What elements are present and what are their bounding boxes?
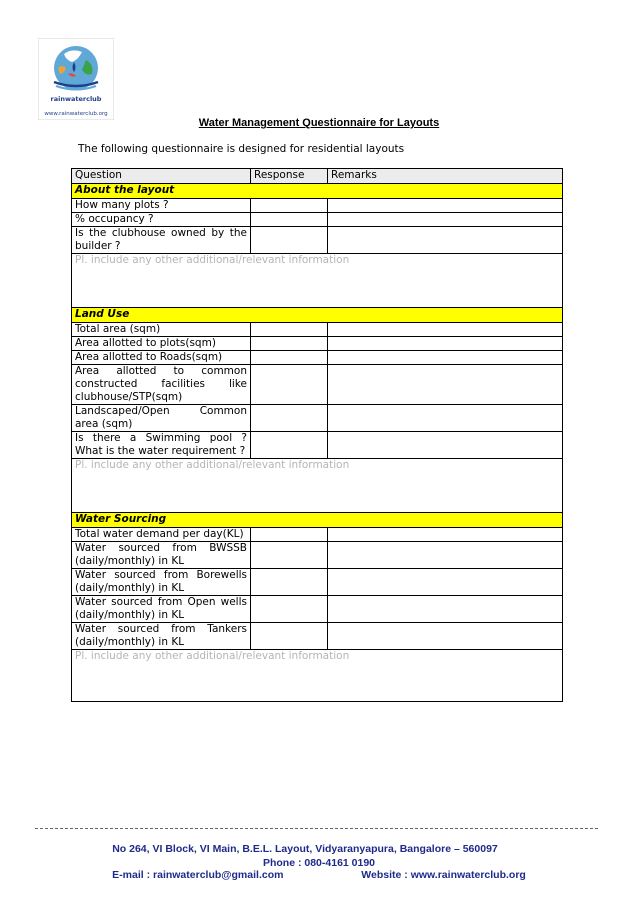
section-title: Land Use xyxy=(72,308,563,323)
question-cell: Area allotted to Roads(sqm) xyxy=(72,351,251,365)
response-cell[interactable] xyxy=(251,199,328,213)
question-cell: Area allotted to common constructed facilities like clubhouse/STP(sqm) xyxy=(72,365,251,405)
remarks-cell[interactable] xyxy=(328,432,563,459)
column-header-remarks: Remarks xyxy=(328,169,563,184)
remarks-cell[interactable] xyxy=(328,542,563,569)
document-title: Water Management Questionnaire for Layouts xyxy=(198,117,440,129)
additional-info-cell[interactable]: Pl. include any other additional/relevant information xyxy=(72,650,563,702)
intro-text: The following questionnaire is designed for residential layouts xyxy=(78,143,405,155)
table-row xyxy=(72,365,563,405)
footer-email[interactable]: E-mail : rainwaterclub@gmail.com xyxy=(112,869,284,881)
rainwaterclub-logo xyxy=(38,38,114,120)
table-row xyxy=(72,542,563,569)
table-row xyxy=(72,623,563,650)
section-header-row xyxy=(72,184,563,199)
table-row xyxy=(72,351,563,365)
column-header-question: Question xyxy=(72,169,251,184)
response-cell[interactable] xyxy=(251,542,328,569)
question-cell: Water sourced from Open wells (daily/monthly) in KL xyxy=(72,596,251,623)
remarks-cell[interactable] xyxy=(328,227,563,254)
remarks-cell[interactable] xyxy=(328,213,563,227)
question-cell: Total water demand per day(KL) xyxy=(72,528,251,542)
response-cell[interactable] xyxy=(251,227,328,254)
remarks-cell[interactable] xyxy=(328,596,563,623)
response-cell[interactable] xyxy=(251,213,328,227)
remarks-cell[interactable] xyxy=(328,351,563,365)
info-row xyxy=(72,254,563,308)
footer-contact xyxy=(0,869,638,881)
table-header-row xyxy=(72,169,563,184)
question-cell: Water sourced from BWSSB (daily/monthly) in KL xyxy=(72,542,251,569)
response-cell[interactable] xyxy=(251,569,328,596)
response-cell[interactable] xyxy=(251,337,328,351)
footer-website[interactable]: Website : www.rainwaterclub.org xyxy=(361,869,526,881)
section-header-row xyxy=(72,513,563,528)
response-cell[interactable] xyxy=(251,323,328,337)
question-cell: Landscaped/Open Common area (sqm) xyxy=(72,405,251,432)
footer-divider xyxy=(35,828,598,829)
question-cell: Is the clubhouse owned by the builder ? xyxy=(72,227,251,254)
remarks-cell[interactable] xyxy=(328,365,563,405)
remarks-cell[interactable] xyxy=(328,569,563,596)
remarks-cell[interactable] xyxy=(328,337,563,351)
question-cell: Water sourced from Borewells (daily/monthly) in KL xyxy=(72,569,251,596)
table-row xyxy=(72,323,563,337)
response-cell[interactable] xyxy=(251,528,328,542)
additional-info-cell[interactable]: Pl. include any other additional/relevant information xyxy=(72,254,563,308)
remarks-cell[interactable] xyxy=(328,323,563,337)
svg-text:www.rainwaterclub.org: www.rainwaterclub.org xyxy=(44,111,108,117)
table-row xyxy=(72,569,563,596)
table-row xyxy=(72,213,563,227)
remarks-cell[interactable] xyxy=(328,199,563,213)
response-cell[interactable] xyxy=(251,596,328,623)
info-row xyxy=(72,459,563,513)
response-cell[interactable] xyxy=(251,365,328,405)
svg-text:rainwaterclub: rainwaterclub xyxy=(50,95,102,103)
question-cell: % occupancy ? xyxy=(72,213,251,227)
remarks-cell[interactable] xyxy=(328,528,563,542)
table-row xyxy=(72,405,563,432)
table-row xyxy=(72,227,563,254)
section-title: About the layout xyxy=(72,184,563,199)
question-cell: Total area (sqm) xyxy=(72,323,251,337)
table-row xyxy=(72,337,563,351)
questionnaire-table xyxy=(71,168,563,702)
question-cell: How many plots ? xyxy=(72,199,251,213)
table-row xyxy=(72,432,563,459)
remarks-cell[interactable] xyxy=(328,405,563,432)
response-cell[interactable] xyxy=(251,405,328,432)
column-header-response: Response xyxy=(251,169,328,184)
footer-phone: Phone : 080-4161 0190 xyxy=(262,857,376,869)
table-row xyxy=(72,528,563,542)
section-header-row xyxy=(72,308,563,323)
table-row xyxy=(72,596,563,623)
section-title: Water Sourcing xyxy=(72,513,563,528)
table-row xyxy=(72,199,563,213)
question-cell: Area allotted to plots(sqm) xyxy=(72,337,251,351)
response-cell[interactable] xyxy=(251,623,328,650)
footer-address: No 264, VI Block, VI Main, B.E.L. Layout, Vidyaranyapura, Bangalore – 560097 xyxy=(112,843,498,855)
remarks-cell[interactable] xyxy=(328,623,563,650)
response-cell[interactable] xyxy=(251,432,328,459)
question-cell: Is there a Swimming pool ? What is the water requirement ? xyxy=(72,432,251,459)
additional-info-cell[interactable]: Pl. include any other additional/relevant information xyxy=(72,459,563,513)
response-cell[interactable] xyxy=(251,351,328,365)
question-cell: Water sourced from Tankers (daily/monthly) in KL xyxy=(72,623,251,650)
info-row xyxy=(72,650,563,702)
